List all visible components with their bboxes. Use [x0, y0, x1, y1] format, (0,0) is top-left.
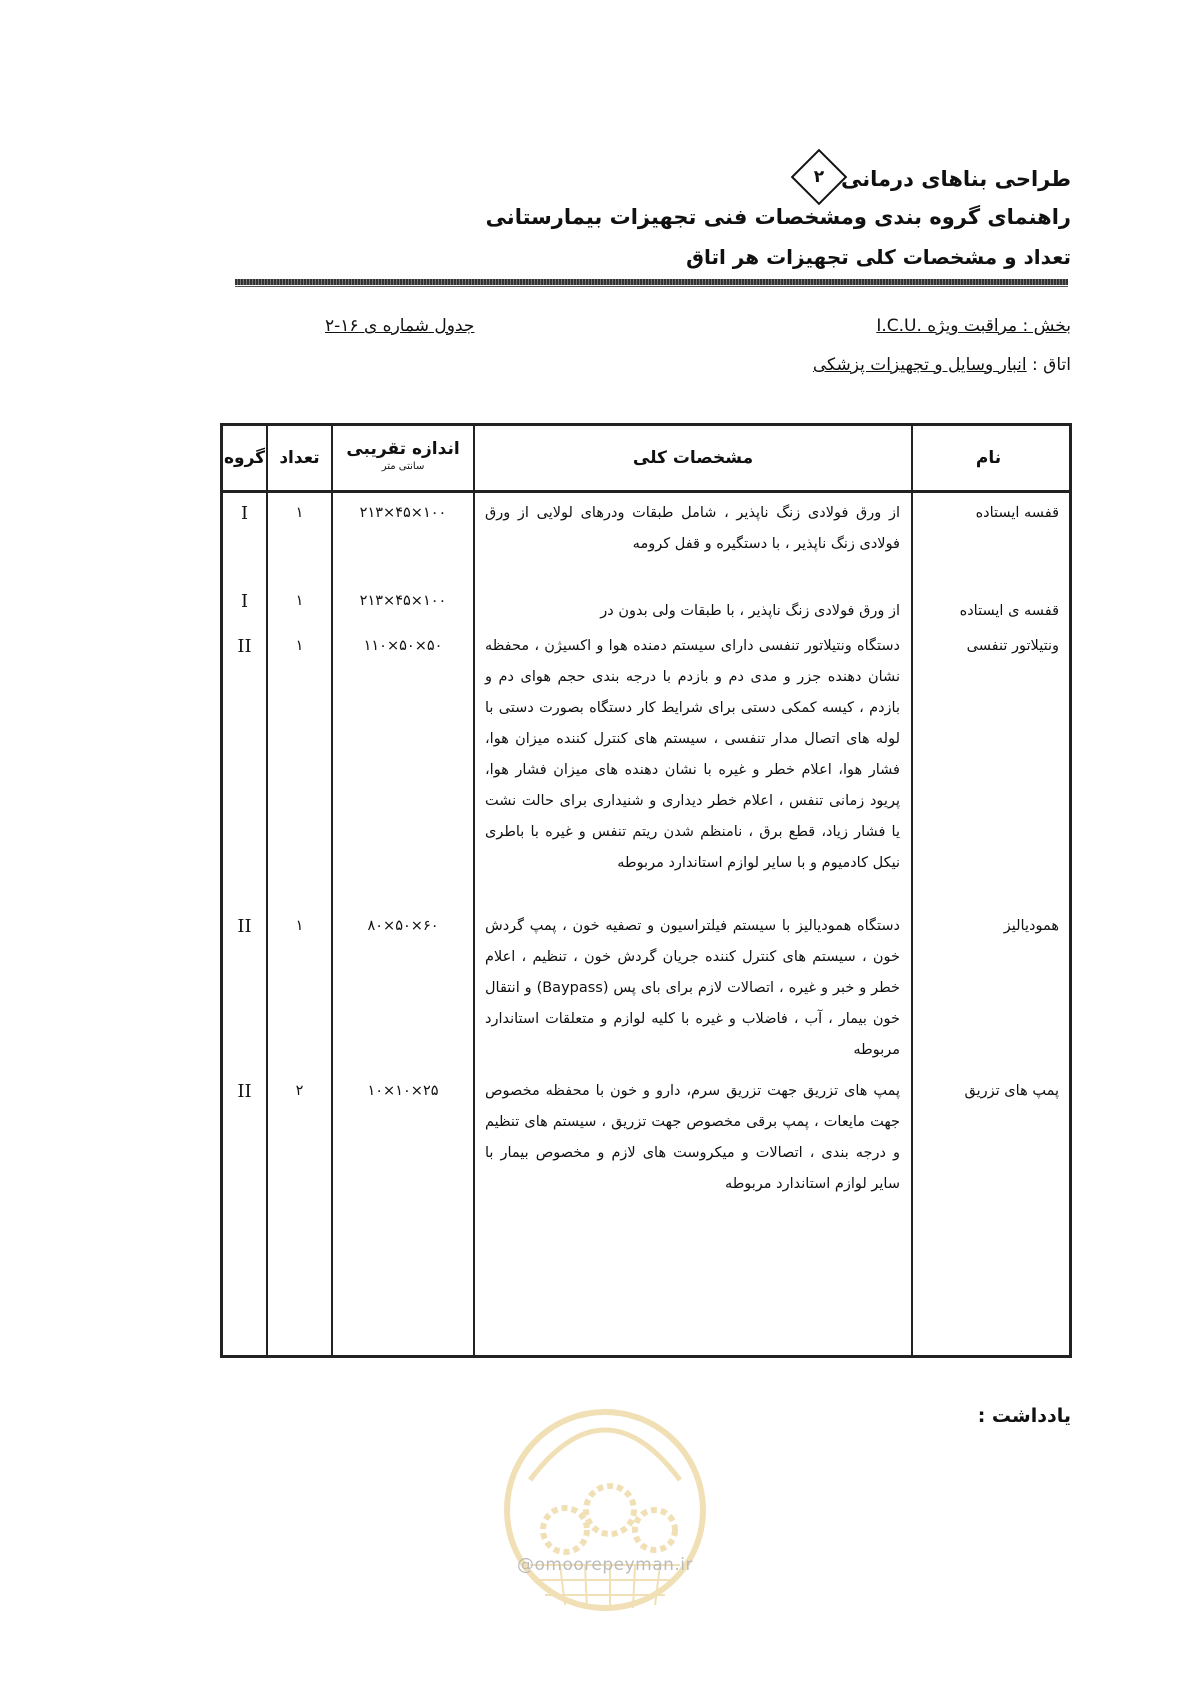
row-count: ۱ [295, 593, 304, 609]
volume-badge [791, 149, 848, 206]
document-title [799, 160, 1071, 200]
col-divider [911, 426, 913, 1355]
room-label: اتاق : [1032, 355, 1071, 375]
row-size: ۶۰×۵۰×۸۰ [367, 918, 439, 934]
header-row-divider [223, 490, 1069, 493]
col-divider [473, 426, 475, 1355]
row-group: II [237, 1081, 252, 1102]
header-divider-thin [235, 286, 1068, 287]
row-count: ۱ [295, 918, 304, 934]
row-name: قفسه ایستاده [975, 505, 1059, 521]
volume-number: ۲ [813, 167, 825, 187]
row-spec: پمپ های تزریق جهت تزریق سرم، دارو و خون با محفظه مخصوص جهت مایعات ، پمپ برقی مخصوص جهت تزریق ، سیستم های تنظیم و درجه بندی ، اتصالات و میکروست های لازم و مخصوص بیمار با سایر لوازم استاندارد مربوطه [485, 1083, 900, 1192]
row-name: پمپ های تزریق [964, 1083, 1059, 1099]
row-spec: دستگاه ونتیلاتور تنفسی دارای سیستم دمنده هوا و اکسیژن ، محفظه نشان دهنده جزر و مدی دم و بازدم با درجه بندی حجم هوای دم و بازدم ، کیسه کمکی دستی برای شرایط کار دستگاه بصورت دستی با لوله های اتصال مدار تنفسی ، سیستم های کنترل کننده میزان هوا، فشار هوا، اعلام خطر و غیره با نشان دهنده های میزان فشار هوا، پریود زمانی تنفس ، اعلام خطر دیداری و شنیداری برای حالت نشت یا فشار زیاد، قطع برق ، نامنظم شدن ریتم تنفس و غیره با باطری نیکل کادمیوم و با سایر لوازم استاندارد مربوطه [485, 638, 900, 871]
row-count: ۱ [295, 505, 304, 521]
title-text: طراحی بناهای درمانی [841, 167, 1071, 191]
header-spec: مشخصات کلی [632, 448, 754, 468]
header-divider [235, 279, 1068, 285]
watermark-logo [495, 1360, 715, 1660]
notes-label: یادداشت : [977, 1405, 1071, 1427]
col-divider [331, 426, 333, 1355]
row-count: ۱ [295, 638, 304, 654]
row-spec: از ورق فولادی زنگ نا‌پذیر ، شامل طبقات ودرهای لولایی از ورق فولادی زنگ ناپذیر ، با دستگیره و قفل کرومه [485, 505, 900, 552]
row-size: ۲۵×۱۰×۱۰ [367, 1083, 439, 1099]
row-name: قفسه ی ایستاده [959, 603, 1059, 619]
row-group: I [240, 503, 249, 524]
header-count: تعداد [279, 448, 320, 468]
header-name: نام [975, 448, 1002, 468]
document-subtitle: راهنمای گروه بندی ومشخصات فنی تجهیزات بیمارستانی [485, 205, 1071, 229]
equipment-table [220, 423, 1072, 1358]
document-section-title: تعداد و مشخصات کلی تجهیزات هر اتاق [686, 245, 1071, 269]
header-group: گروه [223, 448, 266, 468]
row-size: ۱۰۰×۴۵×۲۱۳ [359, 505, 447, 521]
department-label: بخش : مراقبت ویژه .I.C.U [876, 316, 1071, 336]
header-size [333, 426, 473, 490]
row-size: ۵۰×۵۰×۱۱۰ [363, 638, 443, 654]
room-line [813, 355, 1071, 375]
row-size: ۱۰۰×۴۵×۲۱۳ [359, 593, 447, 609]
room-value: انبار وسایل و تجهیزات پزشکی [812, 355, 1027, 375]
row-spec: دستگاه همودیالیز با سیستم فیلتراسیون و تصفیه خون ، پمپ گردش خون ، سیستم های کنترل کننده جریان گردش خون ، تنظیم ، اعلام خطر و خبر و غیره ، اتصالات لازم برای بای پس (Baypass) و انتقال خون بیمار ، آب ، فاضلاب و غیره با کلیه لوازم و متعلقات استاندارد مربوطه [485, 918, 901, 1058]
row-group: II [237, 916, 252, 937]
header-size-unit: سانتی متر [381, 461, 425, 472]
row-spec: از ورق فولادی زنگ ناپذیر ، با طبقات ولی بدون در [600, 603, 900, 619]
row-name: همودیالیز [1003, 918, 1059, 934]
row-group: II [237, 636, 252, 657]
row-group: I [240, 591, 249, 612]
watermark-url: @omoorepeyman.ir [516, 1555, 694, 1575]
row-name: ونتیلاتور تنفسی [966, 638, 1059, 654]
header-size-label: اندازه تقریبی [346, 439, 460, 459]
row-count: ۲ [295, 1083, 304, 1099]
col-divider [266, 426, 268, 1355]
table-number: جدول شماره ی ۱۶-۲ [325, 316, 475, 336]
